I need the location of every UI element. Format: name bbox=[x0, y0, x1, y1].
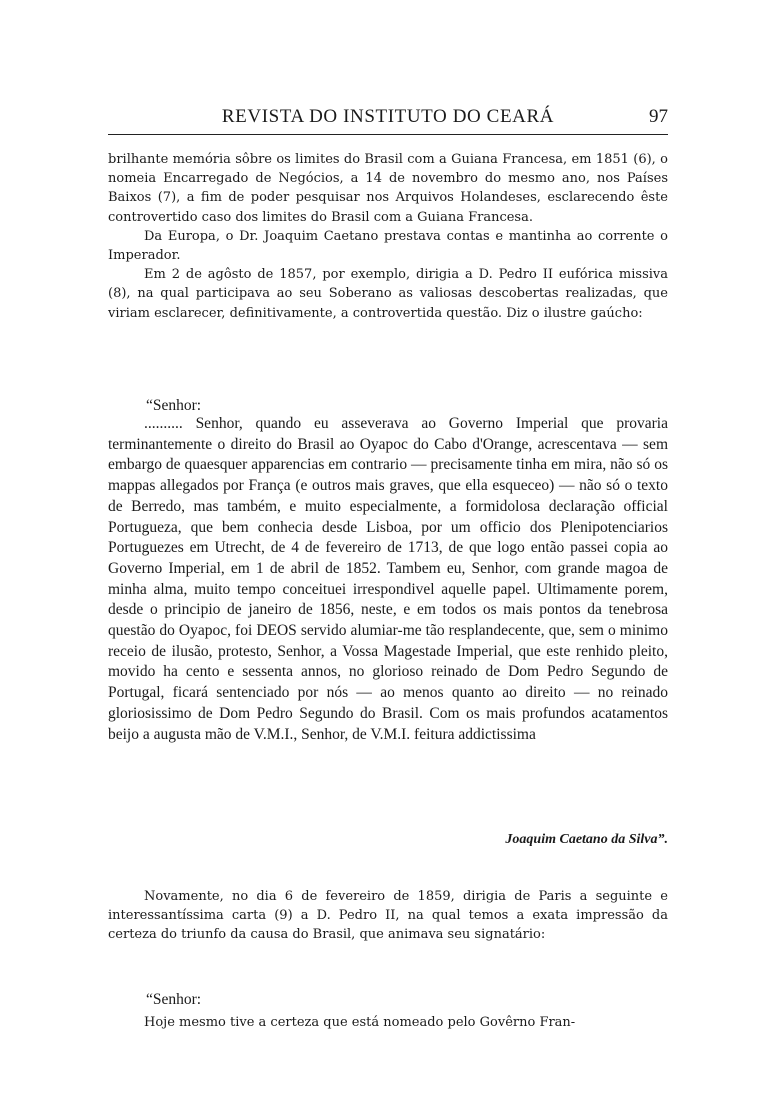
intro-text bbox=[108, 150, 668, 323]
letter1-paragraph: .......... Senhor, quando eu asseverava ao Governo Imperial que provaria terminantemente o direito do Brasil ao Oyapoc do Cabo d'Orange, acrescentava — sem embargo de quaesquer apparencias em contrario — precisamente tinha em mira, não só os mappas allegados por França (e outros mais graves, que ella esqueceo) — não só o texto de Berredo, mas também, e muito especialmente, a formidolosa declaração official Portugueza, que bem conhecia desde Lisboa, por um officio dos Plenipotenciarios Portuguezes em Utrecht, de 4 de fevereiro de 1713, de que logo então passei copia ao Governo Imperial, em 1 de abril de 1852. Tambem eu, Senhor, com grande magoa de minha alma, muito tempo conceituei irrespondivel aquelle papel. Ultimamente porem, desde o principio de janeiro de 1856, neste, e em todos os mais pontos da tenebrosa questão do Oyapoc, foi DEOS servido alumiar-me tão resplandecente, que, sem o minimo receio de ilusão, protesto, Senhor, a Vossa Magestade Imperial, que este renhido pleito, movido ha cento e sessenta annos, no glorioso reinado de Dom Pedro Segundo de Portugal, ficará sentenciado por nós — ao menos quanto ao direito — no reinado gloriosissimo de Dom Pedro Segundo do Brasil. Com os mais profundos acatamentos beijo a augusta mão de V.M.I., Senhor, de V.M.I. feitura addictissima bbox=[108, 415, 668, 743]
letter1-salutation: “Senhor: bbox=[146, 397, 202, 414]
intro-paragraph-2: Da Europa, o Dr. Joaquim Caetano prestava contas e mantinha ao corrente o Imperador. bbox=[108, 228, 668, 264]
letter2-first-line-text: Hoje mesmo tive a certeza que está nomeado pelo Govêrno Fran- bbox=[144, 1015, 576, 1030]
page-header bbox=[108, 104, 668, 135]
running-title: REVISTA DO INSTITUTO DO CEARÁ bbox=[221, 106, 555, 127]
outro-paragraph: Novamente, no dia 6 de fevereiro de 1859, dirigia de Paris a seguinte e interessantíssima carta (9) a D. Pedro II, na qual temos a exata impressão da certeza do triunfo da causa do Brasil, que animava seu signatário: bbox=[108, 889, 668, 943]
letter2-salutation: “Senhor: bbox=[146, 991, 202, 1008]
page-number: 97 bbox=[649, 106, 668, 127]
letter1-signature: Joaquim Caetano da Silva”. bbox=[505, 832, 668, 847]
letter1-body bbox=[108, 414, 668, 745]
intro-paragraph-1: brilhante memória sôbre os limites do Brasil com a Guiana Francesa, em 1851 (6), o nomeia Encarregado de Negócios, a 14 de novembro do mesmo ano, nos Países Baixos (7), a fim de poder pesquisar nos Arquivos Holandeses, esclarecendo êste controvertido caso dos limites do Brasil com a Guiana Francesa. bbox=[108, 152, 668, 225]
intro-paragraph-3: Em 2 de agôsto de 1857, por exemplo, dirigia a D. Pedro II eufórica missiva (8), na qual participava ao seu Soberano as valiosas descobertas realizadas, que viriam esclarecer, definitivamente, a controvertida questão. Diz o ilustre gaúcho: bbox=[108, 267, 668, 321]
outro-text bbox=[108, 887, 668, 945]
letter2-first-line bbox=[108, 1013, 668, 1032]
